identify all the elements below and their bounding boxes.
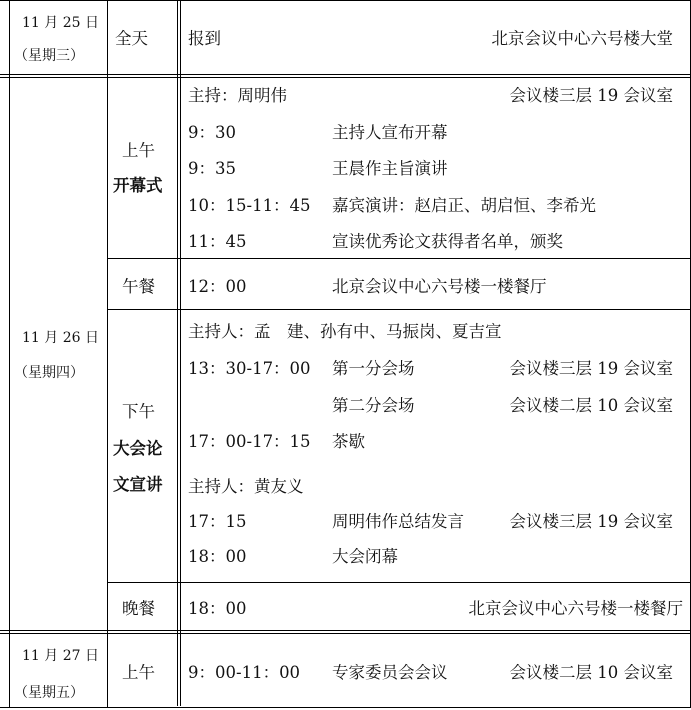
afternoon-place-4: 会议楼三层 19 会议室 — [509, 512, 673, 531]
day-3-date: 11 月 27 日 — [22, 648, 99, 664]
afternoon-place-1: 会议楼三层 19 会议室 — [509, 359, 673, 378]
morning-time-4: 11：45 — [188, 232, 247, 251]
registration-place: 北京会议中心六号楼大堂 — [491, 29, 673, 48]
dinner-time: 18：00 — [188, 599, 247, 618]
morning-period: 上午 — [122, 141, 155, 160]
day-2-date: 11 月 26 日 — [22, 330, 99, 346]
dinner-period: 晚餐 — [122, 599, 155, 618]
registration-period: 全天 — [115, 29, 148, 48]
registration-item: 报到 — [188, 29, 221, 48]
morning-item-4: 宣读优秀论文获得者名单，颁奖 — [332, 232, 563, 251]
last-place: 会议楼二层 10 会议室 — [509, 663, 673, 682]
afternoon-host-2: 主持人：黄友义 — [188, 477, 304, 496]
afternoon-item-4: 周明伟作总结发言 — [332, 512, 464, 531]
afternoon-time-1: 13：30-17：00 — [188, 359, 311, 378]
afternoon-item-2: 第二分会场 — [332, 396, 415, 415]
last-period: 上午 — [122, 663, 155, 682]
lunch-period: 午餐 — [122, 277, 155, 296]
morning-host-place: 会议楼三层 19 会议室 — [509, 86, 673, 105]
morning-time-2: 9：35 — [188, 159, 236, 178]
afternoon-time-5: 18：00 — [188, 547, 247, 566]
afternoon-title-line2: 文宣讲 — [113, 475, 163, 494]
day-2-weekday: （星期四） — [14, 365, 84, 381]
morning-item-3: 嘉宾演讲：赵启正、胡启恒、李希光 — [332, 196, 596, 215]
day-1-weekday: （星期三） — [14, 48, 84, 64]
day-3-weekday: （星期五） — [14, 685, 84, 701]
last-item: 专家委员会会议 — [332, 663, 448, 682]
afternoon-host-1: 主持人：孟 建、孙有中、马振岗、夏吉宣 — [188, 322, 502, 341]
day-1-date: 11 月 25 日 — [22, 15, 99, 31]
lunch-time: 12：00 — [188, 277, 247, 296]
last-time: 9：00-11：00 — [188, 663, 301, 682]
afternoon-time-3: 17：00-17：15 — [188, 432, 311, 451]
morning-time-1: 9：30 — [188, 123, 236, 142]
afternoon-item-3: 茶歇 — [332, 432, 365, 451]
morning-item-2: 王晨作主旨演讲 — [332, 159, 448, 178]
morning-title: 开幕式 — [113, 176, 163, 195]
afternoon-item-5: 大会闭幕 — [332, 547, 398, 566]
morning-item-1: 主持人宣布开幕 — [332, 123, 448, 142]
afternoon-item-1: 第一分会场 — [332, 359, 415, 378]
morning-host: 主持：周明伟 — [188, 86, 287, 105]
morning-time-3: 10：15-11：45 — [188, 196, 311, 215]
dinner-place: 北京会议中心六号楼一楼餐厅 — [468, 599, 683, 618]
lunch-place: 北京会议中心六号楼一楼餐厅 — [332, 277, 547, 296]
afternoon-time-4: 17：15 — [188, 512, 247, 531]
afternoon-period: 下午 — [122, 402, 155, 421]
afternoon-place-2: 会议楼二层 10 会议室 — [509, 396, 673, 415]
afternoon-title-line1: 大会论 — [113, 439, 163, 458]
